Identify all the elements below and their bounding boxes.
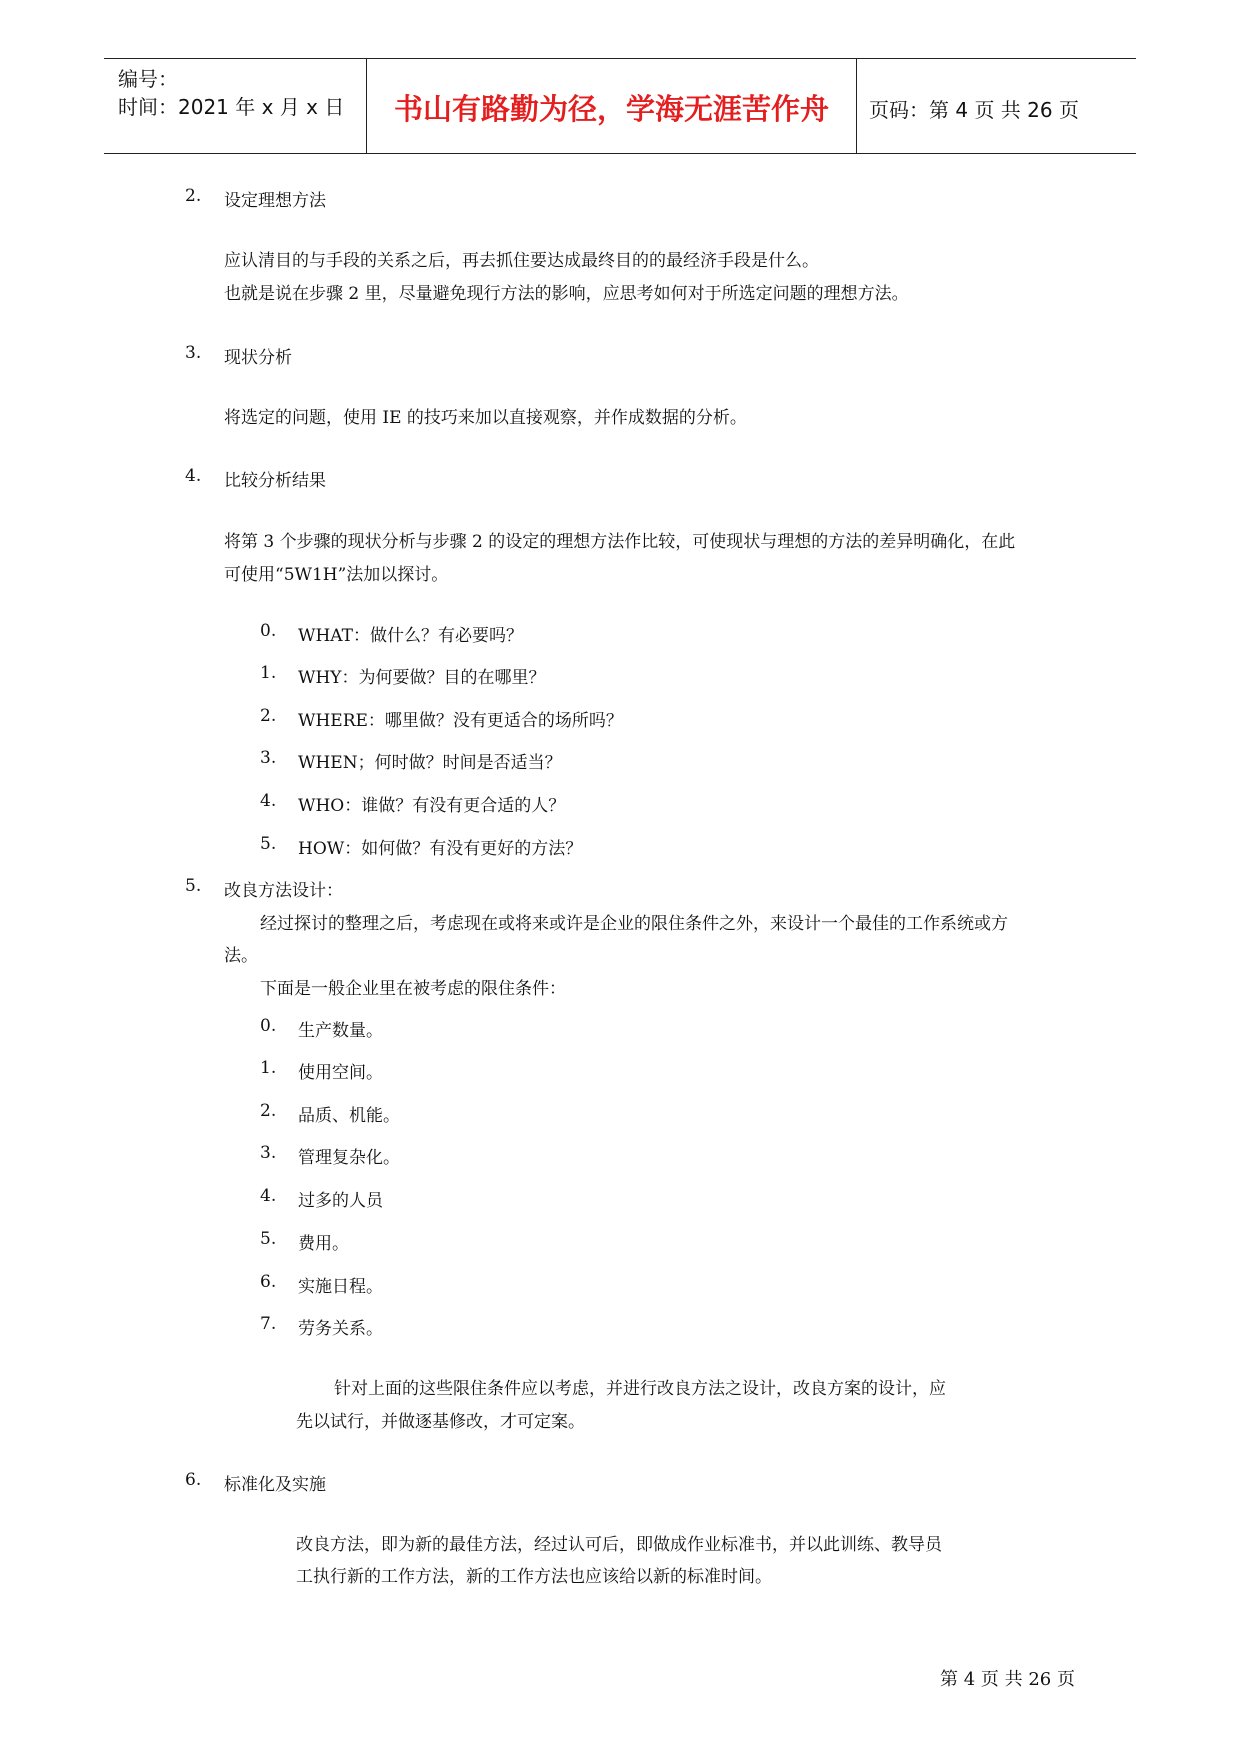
list-item-number: 1. bbox=[260, 1058, 277, 1078]
list-item: HOW：如何做？有没有更好的方法？ bbox=[298, 839, 583, 859]
list-item: WHERE：哪里做？没有更适合的场所吗？ bbox=[298, 711, 623, 731]
list-item: 劳务关系。 bbox=[298, 1319, 383, 1339]
paragraph-line: 下面是一般企业里在被考虑的限住条件： bbox=[260, 979, 566, 999]
list-item-number: 3. bbox=[260, 748, 277, 768]
list-item-number: 6. bbox=[260, 1272, 277, 1292]
page-header bbox=[104, 58, 1136, 154]
list-item: 过多的人员 bbox=[298, 1191, 383, 1211]
list-item-number: 1. bbox=[260, 663, 277, 683]
paragraph-line: 法。 bbox=[224, 946, 258, 966]
paragraph-line: 将第 3 个步骤的现状分析与步骤 2 的设定的理想方法作比较，可使现状与理想的方法的差异明确化，在此 bbox=[224, 532, 1016, 552]
paragraph-line: 将选定的问题，使用 IE 的技巧来加以直接观察，并作成数据的分析。 bbox=[224, 408, 747, 428]
section-title: 设定理想方法 bbox=[224, 191, 326, 211]
list-item: WHAT：做什么？有必要吗？ bbox=[298, 626, 523, 646]
paragraph-line: 可使用“5W1H”法加以探讨。 bbox=[224, 565, 449, 585]
section-title: 比较分析结果 bbox=[224, 471, 326, 491]
section-number: 3. bbox=[185, 343, 202, 363]
page-footer: 第 4 页 共 26 页 bbox=[940, 1669, 1075, 1690]
document-number-label: 编号： bbox=[118, 67, 178, 91]
section-title: 标准化及实施 bbox=[224, 1475, 326, 1495]
list-item: WHY：为何要做？目的在哪里？ bbox=[298, 668, 546, 688]
list-item: WHEN；何时做？时间是否适当？ bbox=[298, 753, 562, 773]
section-number: 4. bbox=[185, 466, 202, 486]
section-title: 改良方法设计： bbox=[224, 881, 343, 901]
list-item-number: 2. bbox=[260, 1101, 277, 1121]
motto: 书山有路勤为径，学海无涯苦作舟 bbox=[393, 92, 829, 126]
paragraph-line: 经过探讨的整理之后，考虑现在或将来或许是企业的限住条件之外，来设计一个最佳的工作系统或方 bbox=[260, 914, 1008, 934]
header-page-number: 页码：第 4 页 共 26 页 bbox=[869, 98, 1079, 122]
list-item-number: 4. bbox=[260, 791, 277, 811]
list-item: 生产数量。 bbox=[298, 1021, 383, 1041]
section-number: 5. bbox=[185, 876, 202, 896]
paragraph-line: 改良方法，即为新的最佳方法，经过认可后，即做成作业标准书，并以此训练、教导员 bbox=[296, 1535, 942, 1555]
list-item-number: 4. bbox=[260, 1186, 277, 1206]
list-item: 费用。 bbox=[298, 1234, 349, 1254]
list-item-number: 2. bbox=[260, 706, 277, 726]
paragraph-line: 先以试行，并做逐基修改，才可定案。 bbox=[296, 1412, 585, 1432]
list-item: 实施日程。 bbox=[298, 1277, 383, 1297]
paragraph-line: 针对上面的这些限住条件应以考虑，并进行改良方法之设计，改良方案的设计，应 bbox=[334, 1379, 946, 1399]
list-item: WHO：谁做？有没有更合适的人？ bbox=[298, 796, 566, 816]
header-motto-cell bbox=[367, 59, 857, 153]
paragraph-line: 工执行新的工作方法，新的工作方法也应该给以新的标准时间。 bbox=[296, 1567, 772, 1587]
paragraph-line: 应认清目的与手段的关系之后，再去抓住要达成最终目的的最经济手段是什么。 bbox=[224, 251, 819, 271]
section-number: 2. bbox=[185, 186, 202, 206]
list-item-number: 3. bbox=[260, 1143, 277, 1163]
list-item-number: 0. bbox=[260, 1016, 277, 1036]
section-number: 6. bbox=[185, 1470, 202, 1490]
header-info-cell bbox=[104, 59, 367, 153]
list-item: 管理复杂化。 bbox=[298, 1148, 400, 1168]
list-item-number: 5. bbox=[260, 834, 277, 854]
list-item: 品质、机能。 bbox=[298, 1106, 400, 1126]
list-item-number: 5. bbox=[260, 1229, 277, 1249]
section-title: 现状分析 bbox=[224, 348, 292, 368]
list-item-number: 7. bbox=[260, 1314, 277, 1334]
paragraph-line: 也就是说在步骤 2 里，尽量避免现行方法的影响，应思考如何对于所选定问题的理想方法。 bbox=[224, 284, 909, 304]
document-date: 时间：2021 年 x 月 x 日 bbox=[118, 95, 345, 119]
header-page-cell bbox=[857, 59, 1136, 153]
list-item: 使用空间。 bbox=[298, 1063, 383, 1083]
list-item-number: 0. bbox=[260, 621, 277, 641]
